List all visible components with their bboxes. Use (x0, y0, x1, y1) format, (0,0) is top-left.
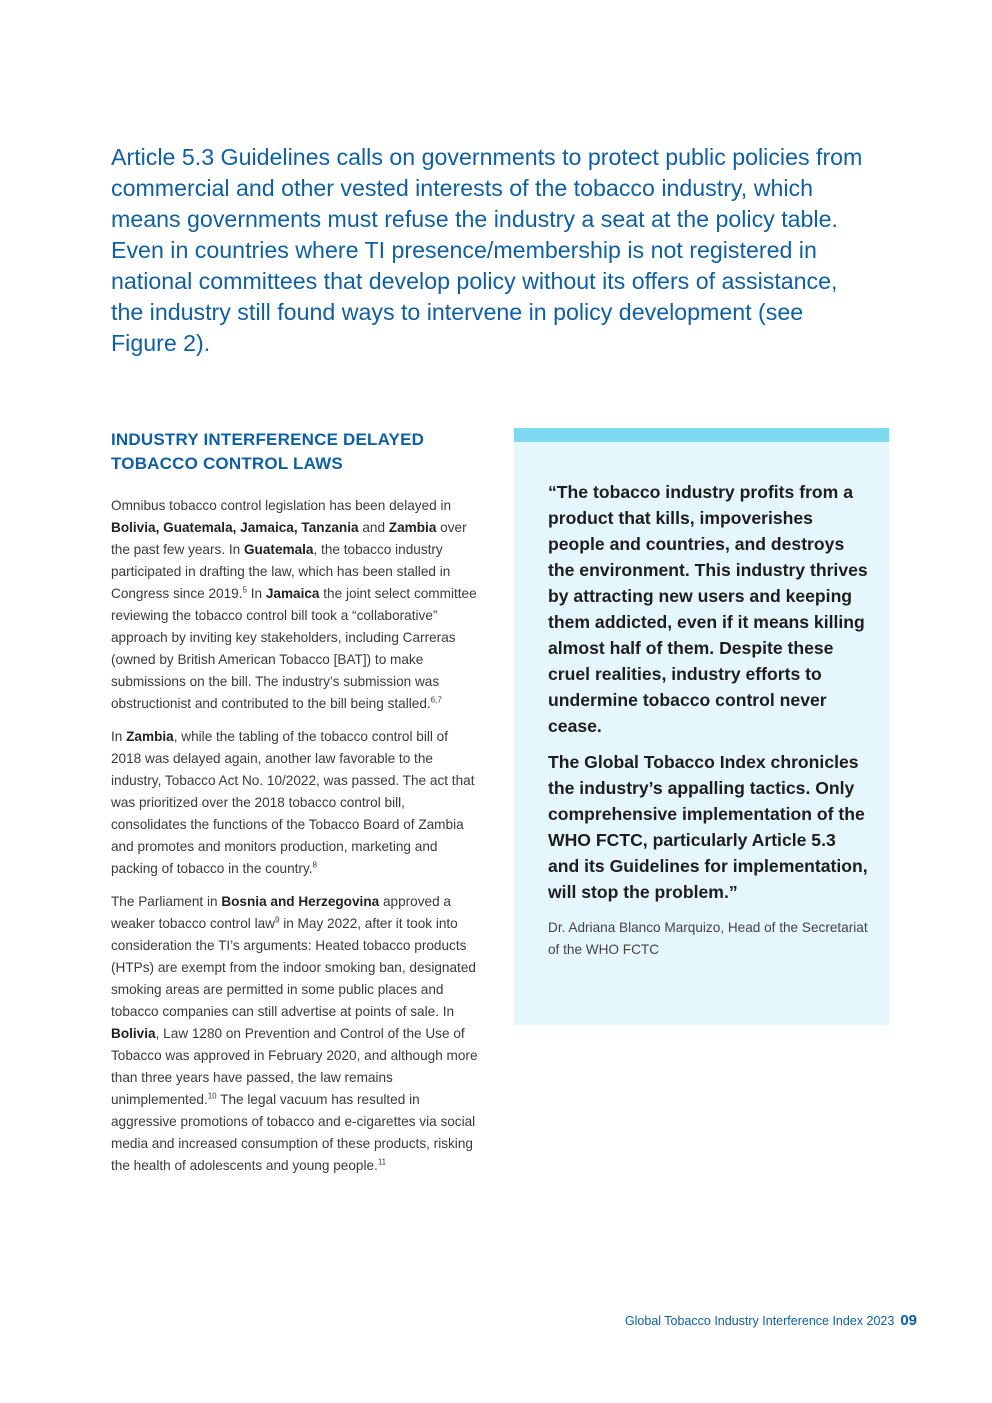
body-paragraph-3 (111, 891, 479, 1177)
section-heading-line-1: INDUSTRY INTERFERENCE DELAYED (111, 430, 425, 449)
footnote-ref: 6,7 (430, 695, 442, 705)
text-run: in May 2022, after it took into consideration the TI’s arguments: Heated tobacco products (HTPs) are exempt from the indoor smoking ban, designated smoking areas are permitted in some public places and tobacco companies can still advertise at points of sale. In (111, 916, 476, 1019)
intro-paragraph: Article 5.3 Guidelines calls on governments to protect public policies from commercial and other vested interests of the tobacco industry, which means governments must refuse the industry a seat at the policy table. Even in countries where TI presence/membership is not registered in national committees that develop policy without its offers of assistance, the industry still found ways to intervene in policy development (see Figure 2). (111, 144, 863, 356)
footer-title: Global Tobacco Industry Interference Index 2023 (624, 1314, 895, 1328)
footnote-ref: 8 (312, 860, 317, 870)
text-run: The legal vacuum has resulted in aggressive promotions of tobacco and e-cigarettes via social media and increased consumption of these products, risking the health of adolescents and young people. (111, 1092, 476, 1173)
body-paragraph-2 (111, 726, 479, 880)
quote-box (514, 428, 889, 1025)
text-run: , while the tabling of the tobacco control bill of 2018 was delayed again, another law favorable to the industry, Tobacco Act No. 10/2022, was passed. The act that was prioritized over the 2018 tobacco control bill, consolidates the functions of the Tobacco Board of Zambia and promotes and monitors production, marketing and packing of tobacco in the country. (111, 729, 475, 876)
text-run: the joint select committee reviewing the tobacco control bill took a “collaborative” approach by inviting key stakeholders, including Carreras (owned by British American Tobacco [BAT]) to make submissions on the bill. The industry’s submission was obstructionist and contributed to the bill being stalled. (111, 586, 477, 711)
country-name: Zambia (388, 520, 437, 535)
text-run: In (246, 586, 266, 601)
text-run: Omnibus tobacco control legislation has been delayed in (111, 498, 452, 513)
footnote-ref: 11 (377, 1157, 387, 1167)
country-name: Zambia (126, 729, 174, 744)
text-run: , the tobacco industry participated in drafting the law, which has been stalled in Congress since 2019. (111, 542, 451, 601)
text-run: In (111, 729, 127, 744)
footnote-ref: 9 (274, 915, 280, 925)
page-number: 09 (900, 1312, 917, 1329)
text-run: and (358, 520, 389, 535)
text-run: approved a weaker tobacco control law (111, 894, 451, 931)
quote-attribution: Dr. Adriana Blanco Marquizo, Head of the Secretariat of the WHO FCTC (548, 920, 868, 957)
page-footer (625, 1311, 917, 1331)
quote-paragraph-2: The Global Tobacco Index chronicles the industry’s appalling tactics. Only comprehensive implementation of the WHO FCTC, particularly Article 5.3 and its Guidelines for implementation, will stop the problem.” (548, 752, 868, 902)
country-name: Bosnia and Herzegovina (221, 894, 380, 909)
body-paragraph-1 (111, 495, 479, 715)
text-run: , Law 1280 on Prevention and Control of the Use of Tobacco was approved in February 2020, and although more than three years have passed, the law remains unimplemented. (111, 1026, 478, 1107)
section-heading (111, 428, 479, 476)
country-name: Bolivia (111, 1026, 156, 1041)
footnote-ref: 5 (242, 585, 247, 595)
quote-accent-bar (514, 428, 889, 442)
country-name: Guatemala (243, 542, 314, 557)
quote-paragraph-1: “The tobacco industry profits from a product that kills, impoverishes people and countries, and destroys the environment. This industry thrives by attracting new users and keeping them addicted, even if it means killing almost half of them. Despite these cruel realities, industry efforts to undermine tobacco control never cease. (548, 482, 868, 736)
text-run: over the past few years. In (111, 520, 467, 557)
footnote-ref: 10 (207, 1091, 217, 1101)
text-run: The Parliament in (111, 894, 222, 909)
section-heading-line-2: TOBACCO CONTROL LAWS (111, 454, 343, 473)
quote-content (548, 479, 868, 961)
country-name: Jamaica (265, 586, 320, 601)
main-column (111, 428, 479, 1188)
country-names: Bolivia, Guatemala, Jamaica, Tanzania (111, 520, 359, 535)
